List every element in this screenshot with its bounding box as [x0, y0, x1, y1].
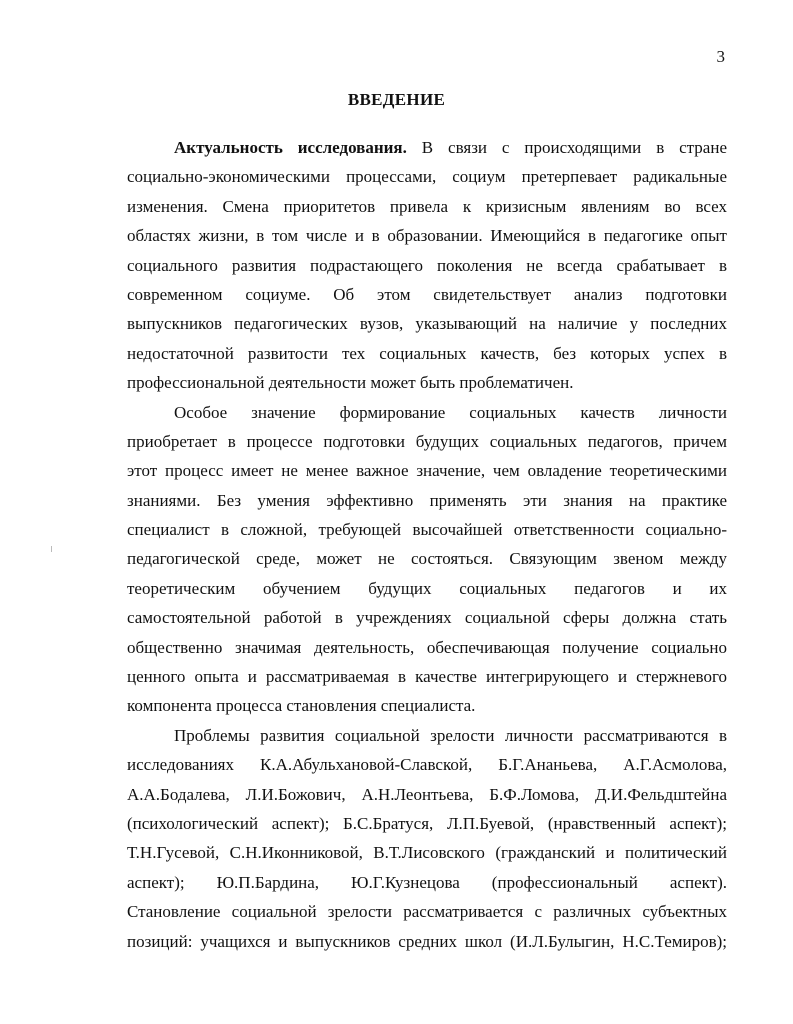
text-line: самостоятельной работой в учреждениях социальной сферы должна стать: [127, 608, 727, 628]
text-line: изменения. Смена приоритетов привела к кризисным явлениям во всех: [127, 196, 727, 216]
section-heading: ВВЕДЕНИЕ: [347, 90, 446, 109]
text-line: этот процесс имеет не менее важное значение, чем овладение теоретическими: [127, 461, 727, 481]
text-line: общественно значимая деятельность, обеспечивающая получение социально: [127, 637, 727, 657]
text-line: социального развития подрастающего поколения не всегда срабатывает в: [127, 255, 727, 275]
paragraph-research-problems: [127, 721, 727, 956]
text-line: областях жизни, в том числе и в образовании. Имеющийся в педагогике опыт: [127, 226, 727, 246]
text-line: недостаточной развитости тех социальных качеств, без которых успех в: [127, 343, 727, 363]
text-line: знаниями. Без умения эффективно применять эти знания на практике: [127, 490, 727, 510]
text-line: компонента процесса становления специалиста.: [127, 696, 476, 716]
text-line: приобретает в процессе подготовки будущих социальных педагогов, причем: [127, 431, 727, 451]
text-line: педагогической среде, может не состояться. Связующим звеном между: [127, 549, 727, 569]
text-line: (психологический аспект); Б.С.Братуся, Л.П.Буевой, (нравственный аспект);: [127, 813, 727, 833]
body-text: [127, 133, 727, 956]
text-line: специалист в сложной, требующей высочайшей ответственности социально-: [127, 520, 727, 540]
text-line: ценного опыта и рассматриваемая в качестве интегрирующего и стержневого: [127, 667, 727, 687]
text-line: теоретическим обучением будущих социальных педагогов и их: [127, 578, 727, 598]
text-line: исследованиях К.А.Абульхановой-Славской, Б.Г.Ананьева, А.Г.Асмолова,: [127, 755, 727, 775]
paragraph-relevance: [127, 133, 727, 398]
text-line: аспект); Ю.П.Бардина, Ю.Г.Кузнецова (профессиональный аспект).: [127, 872, 727, 892]
text-line: позиций: учащихся и выпускников средних школ (И.Л.Булыгин, Н.С.Темиров);: [127, 931, 727, 951]
text-line: Т.Н.Гусевой, С.Н.Иконниковой, В.Т.Лисовского (гражданский и политический: [127, 843, 727, 863]
text-line: выпускников педагогических вузов, указывающий на наличие у последних: [127, 314, 727, 334]
text-line: современном социуме. Об этом свидетельствует анализ подготовки: [127, 284, 727, 304]
paragraph-social-qualities: [127, 398, 727, 721]
page-number: 3: [716, 47, 725, 66]
margin-mark: [51, 546, 52, 552]
text-line: профессиональной деятельности может быть проблематичен.: [127, 373, 574, 393]
relevance-lead: Актуальность исследования.: [174, 138, 407, 157]
text-line: социально-экономическими процессами, социум претерпевает радикальные: [127, 167, 727, 187]
text-line: Проблемы развития социальной зрелости личности рассматриваются в: [174, 725, 727, 745]
text-line: А.А.Бодалева, Л.И.Божович, А.Н.Леонтьева, Б.Ф.Ломова, Д.И.Фельдштейна: [127, 784, 727, 804]
text-line-rest: В связи с происходящими в стране: [406, 138, 727, 157]
text-line: [127, 133, 727, 162]
text-line: Особое значение формирование социальных качеств личности: [174, 402, 727, 422]
text-line: Становление социальной зрелости рассматривается с различных субъектных: [127, 902, 727, 922]
